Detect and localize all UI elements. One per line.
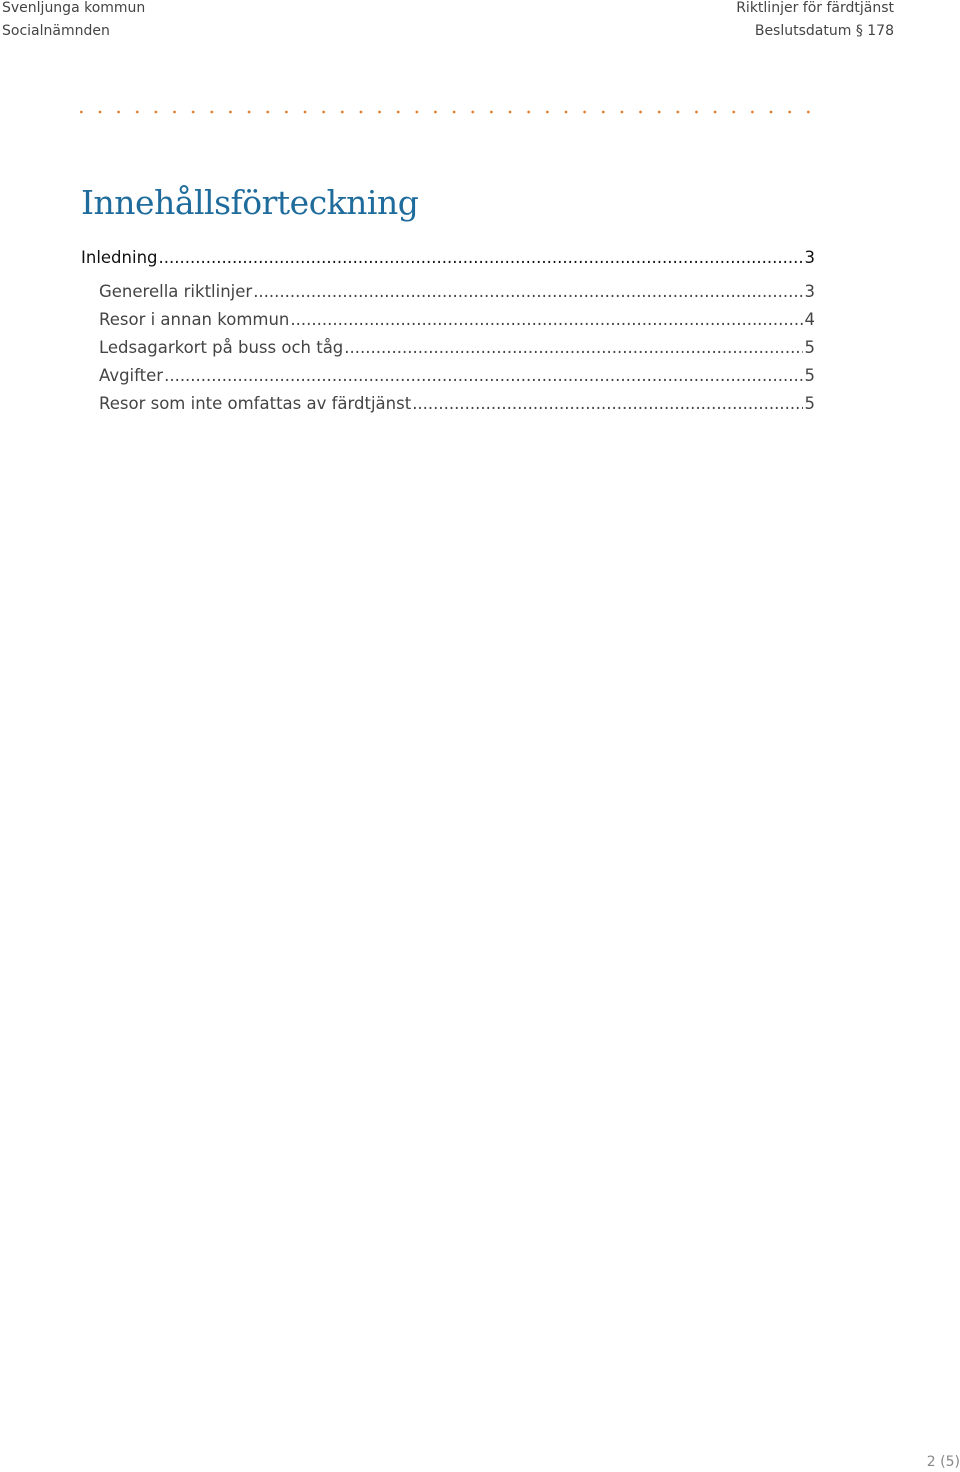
toc-entry-ledsagarkort[interactable] (99, 336, 815, 360)
toc-leader-dots (344, 336, 802, 360)
toc-entry-resor-som-inte-omfattas[interactable] (99, 392, 815, 416)
toc-entry-generella-riktlinjer[interactable] (99, 280, 815, 304)
toc-leader-dots (164, 364, 802, 388)
toc-leader-dots (412, 392, 802, 416)
toc-entry-resor-i-annan-kommun[interactable] (99, 308, 815, 332)
toc-entry-page: 4 (804, 310, 815, 329)
toc-entry-label: Resor som inte omfattas av färdtjänst (99, 394, 412, 413)
toc-entry-page: 5 (804, 338, 815, 357)
toc-entry-label: Generella riktlinjer (99, 282, 253, 301)
header-decision: Beslutsdatum § 178 (754, 23, 894, 39)
toc-entry-label: Ledsagarkort på buss och tåg (99, 338, 344, 357)
toc-entry-avgifter[interactable] (99, 364, 815, 388)
toc-entry-page: 3 (804, 282, 815, 301)
toc-entry-page: 5 (804, 366, 815, 385)
toc-entry-inledning[interactable] (81, 246, 815, 270)
toc-leader-dots (290, 308, 802, 332)
header-department: Socialnämnden (2, 23, 110, 39)
header-organization: Svenljunga kommun (2, 0, 146, 16)
toc-entry-label: Inledning (81, 248, 158, 267)
toc-entry-label: Avgifter (99, 366, 164, 385)
header-document-title: Riktlinjer för färdtjänst (736, 0, 894, 16)
page-indicator: 2 (5) (926, 1454, 960, 1470)
toc-entry-label: Resor i annan kommun (99, 310, 290, 329)
toc-entry-page: 3 (804, 248, 815, 267)
toc-entry-page: 5 (804, 394, 815, 413)
toc-title: Innehållsförteckning (81, 183, 419, 222)
dotted-divider (72, 110, 818, 114)
toc-leader-dots (159, 246, 803, 270)
toc-leader-dots (253, 280, 802, 304)
